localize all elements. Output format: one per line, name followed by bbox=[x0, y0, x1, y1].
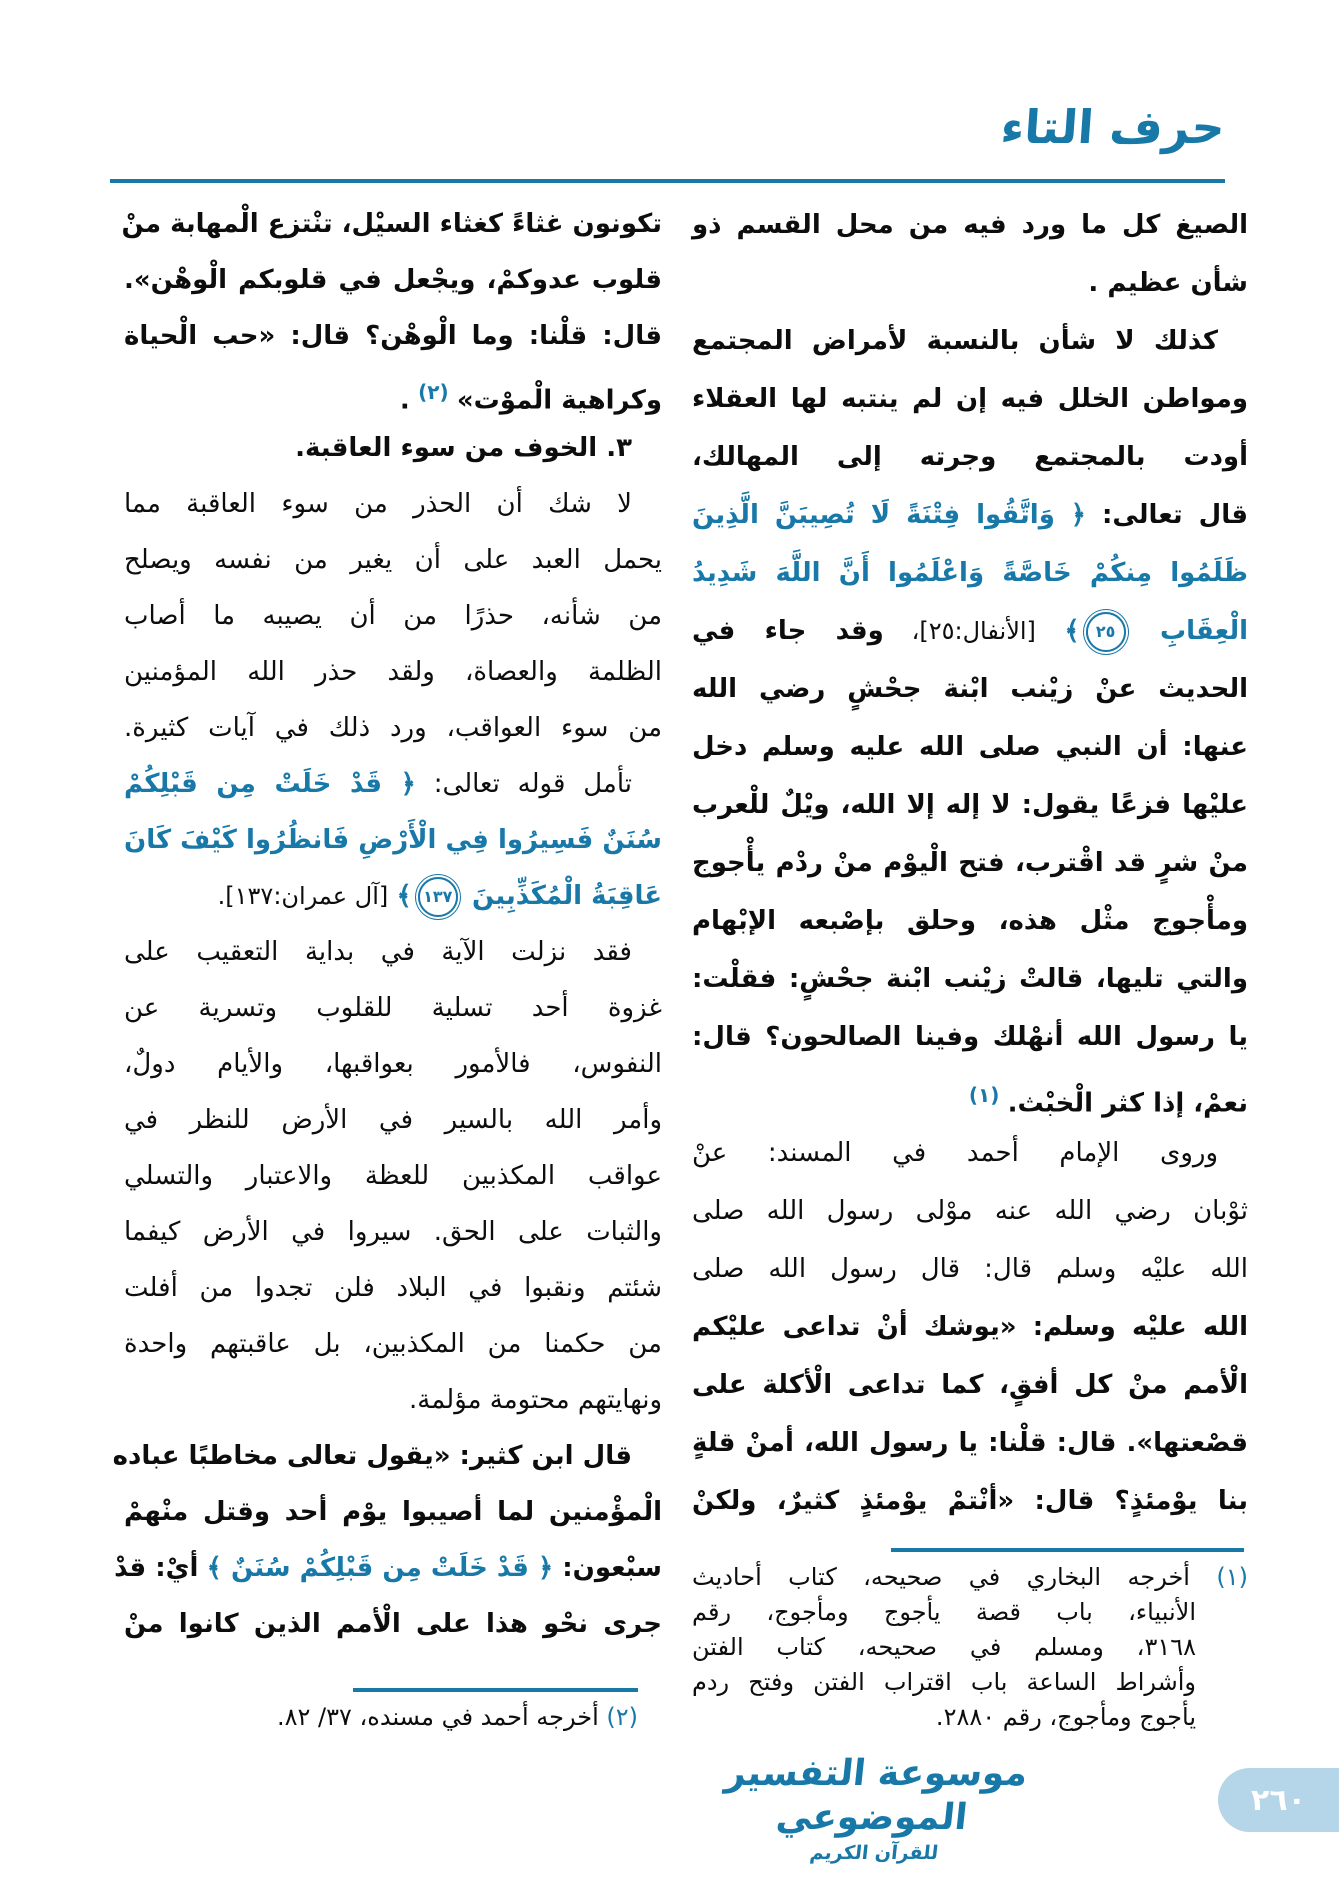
text-line bbox=[124, 1260, 662, 1316]
text-line bbox=[124, 812, 662, 868]
text-line bbox=[124, 868, 662, 924]
quran-verse-text: ﴿ قَدْ خَلَتْ مِن قَبْلِكُمْ سُنَنٌ ﴾ bbox=[206, 1553, 554, 1583]
body-text: يأجوج ومأجوج، رقم ٢٨٨٠. bbox=[935, 1703, 1196, 1731]
footnote-marker: (٢) bbox=[418, 380, 449, 404]
text-line bbox=[124, 980, 662, 1036]
right-text-column bbox=[692, 196, 1248, 1530]
footnote-marker: (١) bbox=[968, 1083, 1000, 1107]
body-text: الظلمة والعصاة، ولقد حذر الله المؤمنين bbox=[124, 657, 662, 687]
quran-verse-text: سُنَنٌ فَسِيرُوا فِي الْأَرْضِ فَانظُرُوا كَيْفَ كَانَ bbox=[124, 825, 662, 855]
body-text: أخرجه البخاري في صحيحه، كتاب أحاديث bbox=[692, 1563, 1190, 1591]
body-text-bold: شأن عظيم . bbox=[1088, 268, 1248, 298]
body-text-bold: والتي تليها، قالتْ زيْنب ابْنة جحْشٍ: فقلْت: bbox=[692, 964, 1248, 994]
body-text-bold: وكراهية الْموْت» bbox=[456, 385, 662, 416]
right-footnote-rule bbox=[891, 1548, 1244, 1552]
text-line bbox=[692, 1298, 1248, 1356]
text-line bbox=[124, 1036, 662, 1092]
body-text: من سوء العواقب، ورد ذلك في آيات كثيرة. bbox=[124, 713, 662, 743]
body-text-bold: عليْها فزعًا يقول: لا إله إلا الله، ويْلٌ للْعرب bbox=[692, 790, 1248, 820]
text-line bbox=[226, 1700, 638, 1735]
body-text: يحمل العبد على أن يغير من نفسه ويصلح bbox=[124, 545, 662, 575]
text-line bbox=[692, 1182, 1248, 1240]
text-line bbox=[692, 370, 1248, 428]
text-line bbox=[112, 1428, 662, 1484]
verse-reference: [آل عمران:١٣٧]. bbox=[217, 882, 389, 910]
text-line bbox=[692, 602, 1248, 660]
text-line bbox=[124, 532, 662, 588]
text-line bbox=[692, 1595, 1248, 1630]
text-line bbox=[692, 776, 1248, 834]
body-text-bold: ٣. الخوف من سوء العاقبة. bbox=[295, 433, 632, 463]
body-text: ٣١٦٨، ومسلم في صحيحه، كتاب الفتن bbox=[692, 1633, 1196, 1661]
ayah-number-medallion: ٢٥ bbox=[1086, 612, 1126, 652]
text-line bbox=[692, 1356, 1248, 1414]
text-line bbox=[692, 254, 1248, 312]
body-text-bold: أودت بالمجتمع وجرته إلى المهالك، bbox=[692, 442, 1248, 472]
chapter-title: حرف التاء bbox=[999, 100, 1227, 154]
text-line bbox=[124, 924, 662, 980]
text-line bbox=[124, 476, 662, 532]
text-line bbox=[124, 700, 662, 756]
text-line bbox=[124, 1596, 662, 1652]
text-line bbox=[692, 486, 1248, 544]
text-line bbox=[692, 312, 1248, 370]
right-footnote bbox=[692, 1560, 1248, 1735]
body-text: لا شك أن الحذر من سوء العاقبة مما bbox=[124, 489, 632, 519]
body-text-bold: قال: قلْنا: وما الْوهْن؟ قال: «حب الْحياة bbox=[124, 321, 662, 351]
body-text-bold: قال تعالى: bbox=[1086, 500, 1248, 530]
body-text-bold: منْ شرٍ قد اقْترب، فتح الْيوْم منْ ردْم يأْجوج bbox=[692, 848, 1248, 878]
body-text-bold: الله عليْه وسلم: «يوشك أنْ تداعى عليْكم bbox=[692, 1312, 1248, 1342]
text-line bbox=[692, 1008, 1248, 1066]
text-line bbox=[692, 1560, 1248, 1595]
body-text-bold: ومواطن الخلل فيه إن لم ينتبه لها العقلاء bbox=[692, 384, 1248, 414]
text-line bbox=[124, 756, 662, 812]
publisher-logo-title: موسوعة التفسير الموضوعي bbox=[723, 1753, 1030, 1838]
text-line bbox=[692, 1414, 1248, 1472]
body-text-bold: تكونون غثاءً كغثاء السيْل، تنْتزع الْمهابة منْ bbox=[121, 209, 662, 239]
body-text: والثبات على الحق. سيروا في الأرض كيفما bbox=[124, 1217, 662, 1247]
body-text-bold: الحديث عنْ زيْنب ابْنة جحْشٍ رضي الله bbox=[692, 674, 1248, 704]
body-text-bold: قال ابن كثير: «يقول تعالى مخاطبًا عباده bbox=[112, 1441, 632, 1471]
text-line bbox=[692, 950, 1248, 1008]
page-number: ٢٦٠ bbox=[1251, 1782, 1306, 1818]
text-line bbox=[692, 1066, 1248, 1124]
text-line bbox=[692, 660, 1248, 718]
quran-verse-text: عَاقِبَةُ الْمُكَذِّبِينَ bbox=[472, 881, 662, 911]
quran-verse-text: ﴾ bbox=[396, 881, 412, 911]
text-line bbox=[124, 1372, 662, 1428]
text-line bbox=[124, 588, 662, 644]
body-text: فقد نزلت الآية في بداية التعقيب على bbox=[124, 937, 632, 967]
text-line bbox=[124, 252, 662, 308]
body-text: ونهايتهم محتومة مؤلمة. bbox=[409, 1385, 662, 1415]
header-rule bbox=[110, 179, 1225, 183]
body-text: من شأنه، حذرًا من أن يصيبه ما أصاب bbox=[124, 601, 662, 631]
body-text-bold: الْأمم منْ كل أفقٍ، كما تداعى الْأكلة على bbox=[692, 1370, 1248, 1400]
text-line bbox=[692, 892, 1248, 950]
text-line bbox=[124, 1204, 662, 1260]
left-footnote bbox=[226, 1700, 638, 1735]
body-text-bold: بنا يوْمئذٍ؟ قال: «أنْتمْ يوْمئذٍ كثيرٌ، ولكنْ bbox=[692, 1486, 1248, 1516]
text-line bbox=[124, 1484, 662, 1540]
text-line bbox=[124, 1148, 662, 1204]
body-text: ثوْبان رضي الله عنه موْلى رسول الله صلى bbox=[692, 1196, 1248, 1226]
text-line bbox=[124, 644, 662, 700]
footnote-marker: (١) bbox=[1189, 1563, 1248, 1591]
text-line bbox=[692, 1124, 1248, 1182]
body-text: الله عليْه وسلم قال: قال رسول الله صلى bbox=[692, 1254, 1248, 1284]
body-text: شئتم ونقبوا في البلاد فلن تجدوا من أفلت bbox=[124, 1273, 662, 1303]
body-text-bold: الصيغ كل ما ورد فيه من محل القسم ذو bbox=[692, 210, 1248, 240]
text-line bbox=[692, 718, 1248, 776]
quran-verse-text: ظَلَمُوا مِنكُمْ خَاصَّةً وَاعْلَمُوا أَنَّ اللَّهَ شَدِيدُ bbox=[692, 558, 1248, 588]
body-text-bold: يا رسول الله أنهْلك وفينا الصالحون؟ قال: bbox=[692, 1022, 1248, 1052]
text-line bbox=[124, 1316, 662, 1372]
quran-verse-text: ﴿ قَدْ خَلَتْ مِن قَبْلِكُمْ bbox=[124, 769, 416, 799]
body-text: تأمل قوله تعالى: bbox=[415, 769, 632, 799]
text-line bbox=[692, 1700, 1248, 1735]
body-text-bold: عنها: أن النبي صلى الله عليه وسلم دخل bbox=[692, 732, 1248, 762]
body-text: وأمر الله بالسير في الأرض للنظر في bbox=[124, 1105, 662, 1135]
body-text: غزوة أحد تسلية للقلوب وتسرية عن bbox=[124, 993, 662, 1023]
text-line bbox=[692, 1240, 1248, 1298]
text-line bbox=[692, 834, 1248, 892]
text-line bbox=[114, 1540, 662, 1596]
publisher-logo-subtitle: للقرآن الكريم bbox=[808, 1842, 940, 1864]
text-line bbox=[692, 1665, 1248, 1700]
left-footnote-rule bbox=[353, 1688, 638, 1692]
text-line bbox=[124, 364, 662, 420]
quran-verse-text: الْعِقَابِ bbox=[1160, 616, 1248, 646]
body-text-bold: سبْعون: bbox=[553, 1553, 662, 1583]
body-text-bold: قصْعتها». قال: قلْنا: يا رسول الله، أمنْ قلةٍ bbox=[692, 1428, 1248, 1458]
body-text: النفوس، فالأمور بعواقبها، والأيام دولٌ، bbox=[124, 1049, 662, 1079]
body-text: من حكمنا من المكذبين، بل عاقبتهم واحدة bbox=[124, 1329, 662, 1359]
text-line bbox=[692, 428, 1248, 486]
body-text-bold: جرى نحْو هذا على الْأمم الذين كانوا منْ bbox=[124, 1609, 662, 1639]
text-line bbox=[124, 1092, 662, 1148]
quran-verse-text: ﴿ وَاتَّقُوا فِتْنَةً لَا تُصِيبَنَّ الَّذِينَ bbox=[692, 500, 1087, 530]
body-text-bold: نعمْ، إذا كثر الْخبْث. bbox=[1007, 1088, 1248, 1119]
footnote-marker: (٢) bbox=[598, 1703, 638, 1731]
text-line bbox=[692, 196, 1248, 254]
ayah-number-medallion: ١٣٧ bbox=[418, 877, 458, 917]
text-line bbox=[124, 308, 662, 364]
body-text: عواقب المكذبين للعظة والاعتبار والتسلي bbox=[124, 1161, 662, 1191]
body-text-bold: قلوب عدوكمْ، ويجْعل في قلوبكم الْوهْن». bbox=[124, 265, 662, 295]
body-text-bold: ومأْجوج مثْل هذه، وحلق بإصْبعه الإبْهام bbox=[692, 906, 1248, 936]
text-line bbox=[692, 1630, 1248, 1665]
text-line bbox=[692, 1472, 1248, 1530]
body-text: وأشراط الساعة باب اقتراب الفتن وفتح ردم bbox=[692, 1668, 1196, 1696]
text-line bbox=[692, 544, 1248, 602]
body-text: وروى الإمام أحمد في المسند: عنْ bbox=[692, 1138, 1218, 1168]
body-text-bold: . bbox=[399, 385, 410, 416]
verse-reference: [الأنفال:٢٥]، bbox=[883, 617, 1036, 645]
text-line bbox=[121, 196, 662, 252]
left-text-column bbox=[112, 196, 662, 1652]
body-text-bold: الْمؤْمنين لما أصيبوا يوْم أحد وقتل منْهمْ bbox=[124, 1497, 662, 1527]
publisher-logo bbox=[709, 1752, 1039, 1866]
text-line bbox=[124, 420, 662, 476]
body-text-bold: وقد جاء في bbox=[692, 616, 884, 646]
body-text: أخرجه أحمد في مسنده، ٣٧/ ٨٢. bbox=[276, 1703, 599, 1731]
quran-verse-text: ﴾ bbox=[1064, 616, 1080, 646]
body-text: الأنبياء، باب قصة يأجوج ومأجوج، رقم bbox=[692, 1598, 1196, 1626]
page-number-badge bbox=[1218, 1768, 1339, 1832]
body-text-bold: أيْ: قدْ bbox=[114, 1553, 199, 1583]
body-text-bold: كذلك لا شأن بالنسبة لأمراض المجتمع bbox=[692, 326, 1218, 356]
